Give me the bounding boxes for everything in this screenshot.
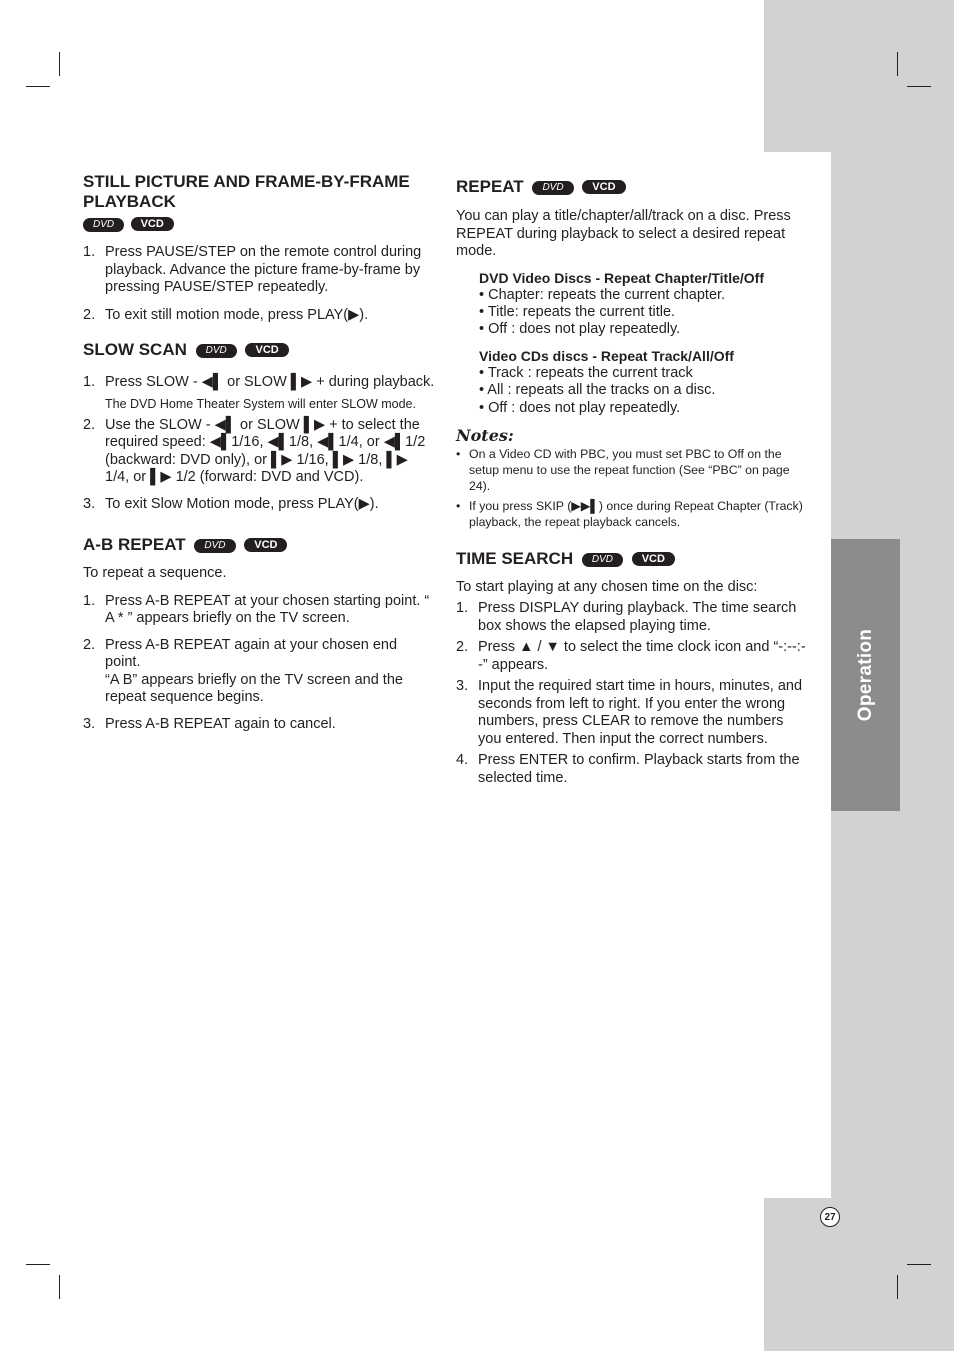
dvd-repeat-heading: DVD Video Discs - Repeat Chapter/Title/Off <box>479 269 764 286</box>
section-tab <box>831 539 900 811</box>
ab-steps <box>83 593 435 734</box>
crop-mark <box>59 52 60 76</box>
crop-mark <box>897 52 898 76</box>
list-item: 1. Press SLOW - ◀▌ or SLOW ▌▶ + during playback. <box>83 374 435 390</box>
list-item: • Off : does not play repeatedly. <box>479 399 681 416</box>
repeat-heading: REPEAT DVD VCD <box>456 177 806 197</box>
crop-mark <box>26 86 50 87</box>
page-number: 27 <box>820 1207 840 1227</box>
ab-repeat-heading: A-B REPEAT DVD VCD <box>83 535 435 555</box>
still-badges <box>83 216 435 234</box>
notes-list <box>456 446 806 530</box>
vcd-badge: VCD <box>244 538 287 552</box>
list-item: 3. Press A-B REPEAT again to cancel. <box>83 715 336 732</box>
still-picture-section <box>83 172 435 324</box>
list-item: • On a Video CD with PBC, you must set PBC to Off on the setup menu to use the repeat function (See “PBC” on page 24). <box>456 446 790 493</box>
time-search-section <box>456 549 806 788</box>
list-item: 2. Press ▲ / ▼ to select the time clock icon and “-:--:--” appears. <box>456 639 806 673</box>
list-item: 1. Press DISPLAY during playback. The time search box shows the elapsed playing time. <box>456 600 797 634</box>
vcd-badge: VCD <box>582 180 625 194</box>
vcd-badge: VCD <box>632 552 675 566</box>
list-item: • Chapter: repeats the current chapter. <box>479 286 726 303</box>
ab-intro: To repeat a sequence. <box>83 565 227 581</box>
dvd-badge: DVD <box>532 181 573 195</box>
dvd-badge: DVD <box>196 344 237 358</box>
list-item: 2. To exit still motion mode, press PLAY(▶). <box>83 306 369 323</box>
still-steps <box>83 244 435 324</box>
slow-steps-cont <box>83 417 435 514</box>
list-item: 3. Input the required start time in hours, minutes, and seconds from left to right. If you enter the wrong numbers, press CLEAR to remove the numbers you entered. Then input the correct numbers. <box>456 678 803 747</box>
slow-scan-section <box>83 340 435 513</box>
repeat-intro: You can play a title/chapter/all/track on a disc. Press REPEAT during playback to select a desired repeat mode. <box>456 208 791 259</box>
crop-mark <box>59 1275 60 1299</box>
left-column <box>83 172 435 733</box>
slow-note: The DVD Home Theater System will enter SLOW mode. <box>105 396 416 411</box>
list-item: • If you press SKIP (▶▶▌) once during Repeat Chapter (Track) playback, the repeat playback cancels. <box>456 498 803 529</box>
list-item: • Off : does not play repeatedly. <box>479 320 681 337</box>
list-item: 2. Use the SLOW - ◀▌ or SLOW ▌▶ + to select the required speed: ◀▌1/16, ◀▌1/8, ◀▌1/4, or ◀▌1/2 (backward: DVD only), or ▌▶ 1/16, ▌▶ 1/8, ▌▶ 1/4, or ▌▶ 1/2 (forward: DVD and VCD). <box>83 416 426 485</box>
ab-repeat-section <box>83 535 435 733</box>
crop-mark <box>907 1264 931 1265</box>
crop-mark <box>897 1275 898 1299</box>
list-item: 2. Press A-B REPEAT again at your chosen end point. “A B” appears briefly on the TV screen and the repeat sequence begins. <box>83 636 403 705</box>
list-item: • All : repeats all the tracks on a disc. <box>479 382 716 399</box>
time-steps <box>456 600 806 787</box>
list-item: 3. To exit Slow Motion mode, press PLAY(▶). <box>83 495 379 512</box>
dvd-badge: DVD <box>194 539 235 553</box>
vcd-badge: VCD <box>245 343 288 357</box>
list-item: 1. Press PAUSE/STEP on the remote control during playback. Advance the picture frame-by-frame by pressing PAUSE/STEP repeatedly. <box>83 244 422 295</box>
crop-mark <box>26 1264 50 1265</box>
slow-steps <box>83 374 435 392</box>
vcd-repeat-heading: Video CDs discs - Repeat Track/All/Off <box>479 348 734 365</box>
slow-scan-heading: SLOW SCAN DVD VCD <box>83 340 435 360</box>
vcd-badge: VCD <box>131 217 174 231</box>
right-column <box>456 177 806 787</box>
dvd-badge: DVD <box>582 553 623 567</box>
list-item: 4. Press ENTER to confirm. Playback starts from the selected time. <box>456 752 800 786</box>
list-item: • Track : repeats the current track <box>479 365 693 382</box>
time-intro: To start playing at any chosen time on the disc: <box>456 578 758 595</box>
section-tab-label: Operation <box>854 628 876 722</box>
list-item: 1. Press A-B REPEAT at your chosen starting point. “ A * ” appears briefly on the TV screen. <box>83 592 430 626</box>
crop-mark <box>907 86 931 87</box>
notes-heading: Notes: <box>456 425 514 445</box>
repeat-section <box>456 177 806 530</box>
list-item: • Title: repeats the current title. <box>479 303 676 320</box>
dvd-badge: DVD <box>83 218 124 232</box>
time-search-heading: TIME SEARCH DVD VCD <box>456 549 806 569</box>
still-picture-heading: STILL PICTURE AND FRAME-BY-FRAME PLAYBACK <box>83 172 410 211</box>
